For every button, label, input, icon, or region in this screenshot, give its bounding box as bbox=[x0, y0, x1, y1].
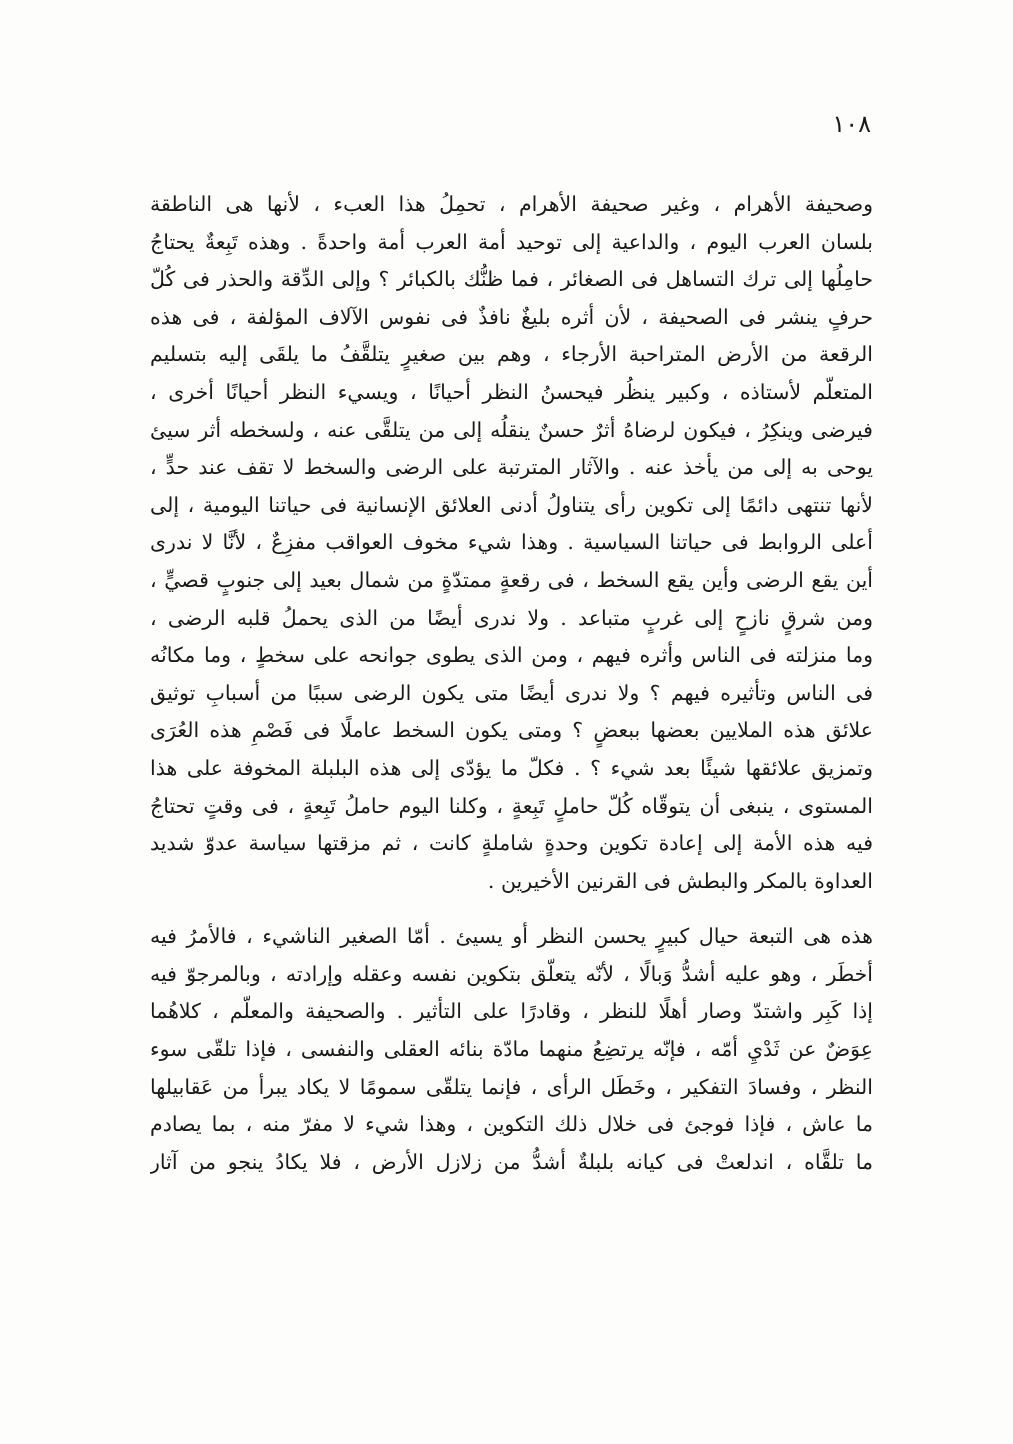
text-line: فى الناس وتأثيره فيهم ؟ ولا ندرى أيضًا متى يكون الرضى سببًا من أسبابِ توثيق bbox=[150, 680, 873, 705]
text-line: المستوى ، ينبغى أن يتوقّاه كُلّ حاملٍ تَبِعةٍ ، وكلنا اليوم حاملُ تَبِعةٍ ، فى وقتٍ تحتاجُ bbox=[150, 793, 873, 818]
paragraph-2 bbox=[150, 918, 873, 1181]
text-line: النظر ، وفسادَ التفكير ، وخَطَل الرأى ، فإنما يتلقّى سمومًا لا يكاد يبرأ من عَقابيلها bbox=[150, 1074, 873, 1099]
text-line: بلسان العرب اليوم ، والداعية إلى توحيد أمة العرب أمة واحدةً . وهذه تَبِعةٌ يحتاجُ bbox=[150, 229, 873, 254]
text-line: هذه هى التبعة حيال كبيرٍ يحسن النظر أو يسيئ . أمّا الصغير الناشيء ، فالأمرُ فيه bbox=[150, 924, 873, 949]
text-line: حامِلُها إلى ترك التساهل فى الصغائر ، فما ظنُّك بالكبائر ؟ وإلى الدِّقة والحذر فى كُلّ bbox=[150, 267, 873, 292]
paragraph-gap bbox=[150, 900, 873, 918]
text-line: لأنها تنتهى دائمًا إلى تكوين رأى يتناولُ أدنى العلائق الإنسانية فى حياتنا اليومية ، إلى bbox=[150, 492, 873, 517]
text-line: وتمزيق علائقها شيئًا بعد شيء ؟ . فكلّ ما يؤدّى إلى هذه البلبلة المخوفة على هذا bbox=[150, 755, 873, 780]
text-line: حرفٍ ينشر فى الصحيفة ، لأن أثره بليغٌ نافذٌ فى نفوس الآلاف المؤلفة ، فى هذه bbox=[150, 304, 873, 329]
text-line: الرقعة من الأرض المتراحبة الأرجاء ، وهم بين صغيرٍ يتلقَّفُ ما يلقَى إليه بتسليم bbox=[150, 342, 873, 367]
text-line: العداوة بالمكر والبطش فى القرنين الأخيرين . bbox=[487, 868, 873, 893]
text-line: وما منزلته فى الناس وأثره فيهم ، ومن الذى يطوى جوانحه على سخطٍ ، وما مكانُه bbox=[150, 643, 873, 668]
text-line: ما تلقَّاه ، اندلعتْ فى كيانه بلبلةٌ أشدُّ من زلازل الأرض ، فلا يكادُ ينجو من آثار bbox=[150, 1149, 873, 1174]
text-line: فيرضى وينكِرُ ، فيكون لرضاهُ أثرٌ حسنٌ ينقلُه إلى من يتلقَّى عنه ، ولسخطه أثر سيئ bbox=[150, 417, 873, 442]
text-line: ومن شرقٍ نازحٍ إلى غربٍ متباعد . ولا ندرى أيضًا من الذى يحملُ قلبه الرضى ، bbox=[150, 605, 873, 630]
text-line: أعلى الروابط فى حياتنا السياسية . وهذا شيء مخوف العواقب مفزِعٌ ، لأنَّا لا ندرى bbox=[150, 530, 873, 555]
page-number: ١٠٨ bbox=[832, 110, 871, 138]
text-line: علائق هذه الملايين بعضها ببعضٍ ؟ ومتى يكون السخط عاملًا فى فَصْمِ هذه العُرَى bbox=[150, 718, 873, 743]
text-line: عِوَضٌ عن ثَدْيِ أمّه ، فإنّه يرتضِعُ منهما مادّة بنائه العقلى والنفسى ، فإذا تلقّى سوء bbox=[150, 1037, 873, 1062]
text-line: أخطَر ، وهو عليه أشدُّ وَبالًا ، لأنّه يتعلّق بتكوين نفسه وعقله وإرادته ، وبالمرجوّ فيه bbox=[150, 961, 873, 986]
paragraph-1 bbox=[150, 186, 873, 900]
text-line: ما عاش ، فإذا فوجئ فى خلال ذلك التكوين ، وهذا شيء لا مفرّ منه ، بما يصادم bbox=[150, 1112, 873, 1137]
text-line: إذا كَبِر واشتدّ وصار أهلًا للنظر ، وقادرًا على التأثير . والصحيفة والمعلّم ، كلاهُما bbox=[150, 999, 873, 1024]
text-line: وصحيفة الأهرام ، وغير صحيفة الأهرام ، تحمِلُ هذا العبء ، لأنها هى الناطقة bbox=[150, 192, 873, 216]
body-text bbox=[150, 186, 873, 1181]
text-line: يوحى به إلى من يأخذ عنه . والآثار المترتبة على الرضى والسخط لا تقف عند حدٍّ ، bbox=[150, 455, 873, 480]
text-line: فيه هذه الأمة إلى إعادة تكوين وحدةٍ شاملةٍ كانت ، ثم مزقتها سياسة عدوّ شديد bbox=[150, 831, 873, 856]
text-line: المتعلّم لأستاذه ، وكبير ينظُر فيحسنُ النظر أحيانًا ، ويسيء النظر أحيانًا أخرى ، bbox=[150, 379, 873, 404]
text-line: أين يقع الرضى وأين يقع السخط ، فى رقعةٍ ممتدّةٍ من شمال بعيد إلى جنوبٍ قصيٍّ ، bbox=[150, 567, 873, 592]
